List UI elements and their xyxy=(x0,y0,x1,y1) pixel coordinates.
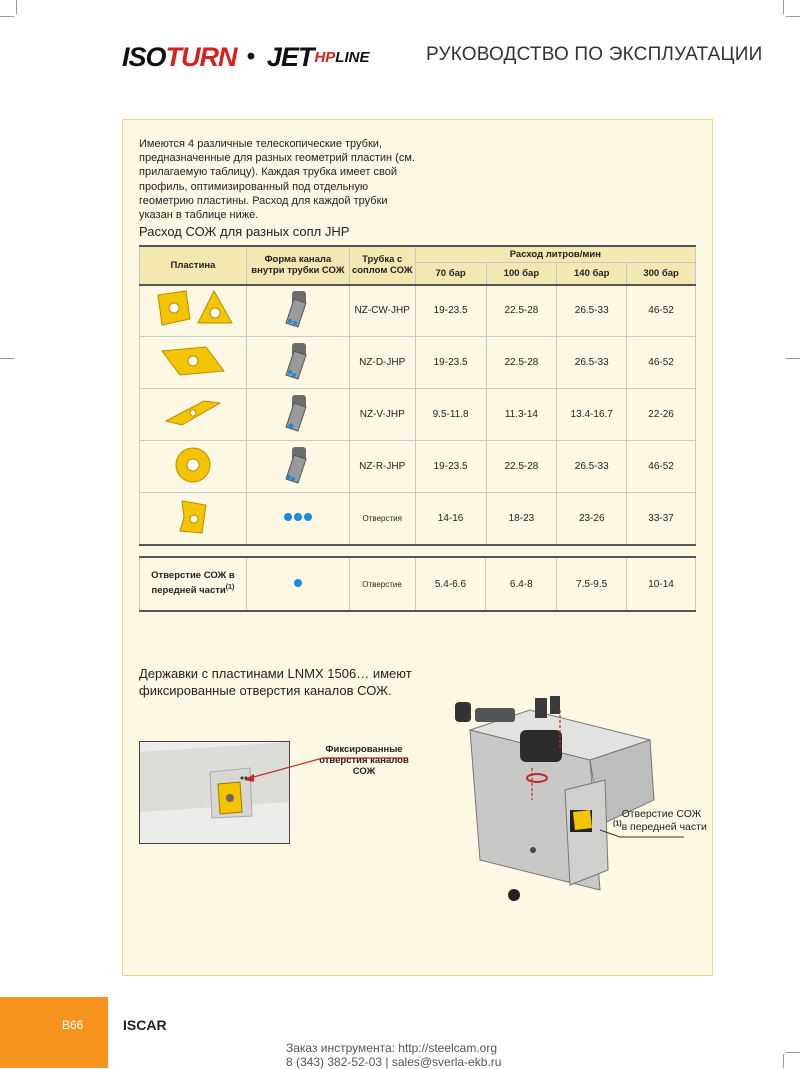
flow-value: 14-16 xyxy=(415,493,486,545)
crop-mark xyxy=(786,1052,800,1053)
flow-value: 46-52 xyxy=(627,337,696,389)
flow-value: 33-37 xyxy=(627,493,696,545)
crop-mark xyxy=(16,0,17,14)
intro-paragraph: Имеются 4 различные телескопические трубки, предназначенные для разных геометрий пластин (см. прилагаемую таблицу). Каждая трубка имеет свой профиль, оптимизированный под отдельную геометрию пластины. Расход для каждой трубки указан в таблице ниже. xyxy=(139,138,415,222)
callout-arrow xyxy=(240,750,410,790)
flow-value: 46-52 xyxy=(627,285,696,337)
round-insert-icon xyxy=(140,441,247,493)
crop-mark xyxy=(786,358,800,359)
header-pressure-140: 140 бар xyxy=(557,263,627,285)
table-row xyxy=(140,441,696,493)
header-pressure-100: 100 бар xyxy=(486,263,557,285)
holders-paragraph: Державки с пластинами LNMX 1506… имеют фиксированные отверстия каналов СОЖ. xyxy=(139,666,412,698)
nozzle-name: NZ-CW-JHP xyxy=(349,285,415,337)
brand-isoturn: ISOTURN xyxy=(122,41,237,72)
flow-value: 19-23.5 xyxy=(415,285,486,337)
contact-info xyxy=(286,1041,501,1069)
nozzle-tube-icon xyxy=(246,441,349,493)
flow-value: 26.5-33 xyxy=(557,337,627,389)
front-hole-label: Отверстие СОЖ в передней части$^{(1)}$ xyxy=(140,557,247,611)
fixed-holes-callout: Фиксированные отверстия каналов СОЖ xyxy=(319,744,409,777)
coolant-holes-icon xyxy=(246,493,349,545)
flow-value: 19-23.5 xyxy=(415,337,486,389)
header-flow: Расход литров/мин xyxy=(415,246,695,263)
flow-value: 19-23.5 xyxy=(415,441,486,493)
header-channel: Форма канала внутри трубки СОЖ xyxy=(246,246,349,285)
header-insert: Пластина xyxy=(140,246,247,285)
coolant-flow-table xyxy=(139,245,696,546)
flow-value: 26.5-33 xyxy=(557,285,627,337)
nozzle-tube-icon xyxy=(246,389,349,441)
brand-hp: HP xyxy=(314,48,336,66)
nozzle-name: NZ-D-JHP xyxy=(349,337,415,389)
table-row xyxy=(140,557,696,611)
header-pressure-300: 300 бар xyxy=(627,263,696,285)
table-title: Расход СОЖ для разных сопл JHP xyxy=(139,224,350,239)
flow-value: 26.5-33 xyxy=(557,441,627,493)
company-name: ISCAR xyxy=(123,1017,167,1033)
crop-mark xyxy=(786,16,800,17)
grooving-insert-icon xyxy=(140,493,247,545)
flow-value: 22.5-28 xyxy=(486,285,557,337)
crop-mark xyxy=(783,0,784,14)
brand-logo xyxy=(122,42,369,72)
flow-value: 22.5-28 xyxy=(486,337,557,389)
crop-mark xyxy=(783,1054,784,1068)
flow-value: 46-52 xyxy=(627,441,696,493)
v-insert-icon xyxy=(140,389,247,441)
flow-value: 18-23 xyxy=(486,493,557,545)
brand-line: LINE xyxy=(335,48,370,66)
nozzle-tube-icon xyxy=(246,285,349,337)
flow-value: 10-14 xyxy=(627,557,696,611)
crop-mark xyxy=(0,16,14,17)
flow-value: 22.5-28 xyxy=(486,441,557,493)
page-number: B66 xyxy=(62,1018,84,1032)
square-and-trigon-insert-icon xyxy=(140,285,247,337)
front-hole-callout: $^{(1)}$Отверстие СОЖ в передней части xyxy=(613,808,707,833)
header-nozzle: Трубка с соплом СОЖ xyxy=(349,246,415,285)
rhombic-insert-icon xyxy=(140,337,247,389)
order-line[interactable]: Заказ инструмента: http://steelcam.org xyxy=(286,1041,498,1055)
brand-jet: JET xyxy=(266,41,314,72)
flow-value: 22-26 xyxy=(627,389,696,441)
nozzle-name: Отверстия xyxy=(349,493,415,545)
flow-value: 6.4-8 xyxy=(486,557,557,611)
table-row xyxy=(140,337,696,389)
table-row xyxy=(140,285,696,337)
nozzle-name: NZ-V-JHP xyxy=(349,389,415,441)
header-pressure-70: 70 бар xyxy=(415,263,486,285)
flow-value: 11.3-14 xyxy=(486,389,557,441)
front-hole-table xyxy=(139,556,696,612)
flow-value: 9.5-11.8 xyxy=(415,389,486,441)
table-row xyxy=(140,493,696,545)
table-row xyxy=(140,389,696,441)
nozzle-name: Отверстие xyxy=(349,557,415,611)
nozzle-name: NZ-R-JHP xyxy=(349,441,415,493)
tool-holder-assembly-illustration xyxy=(440,690,710,910)
page-title: РУКОВОДСТВО ПО ЭКСПЛУАТАЦИИ xyxy=(426,44,763,65)
brand-separator: • xyxy=(246,43,255,70)
nozzle-tube-icon xyxy=(246,337,349,389)
flow-value: 13.4-16.7 xyxy=(557,389,627,441)
footer-tab xyxy=(0,997,108,1068)
flow-value: 7.5-9.5 xyxy=(557,557,627,611)
crop-mark xyxy=(0,358,14,359)
single-hole-icon xyxy=(246,557,349,611)
flow-value: 23-26 xyxy=(557,493,627,545)
phone-line[interactable]: 8 (343) 382-52-03 | sales@sverla-ekb.ru xyxy=(286,1055,502,1069)
flow-value: 5.4-6.6 xyxy=(415,557,486,611)
